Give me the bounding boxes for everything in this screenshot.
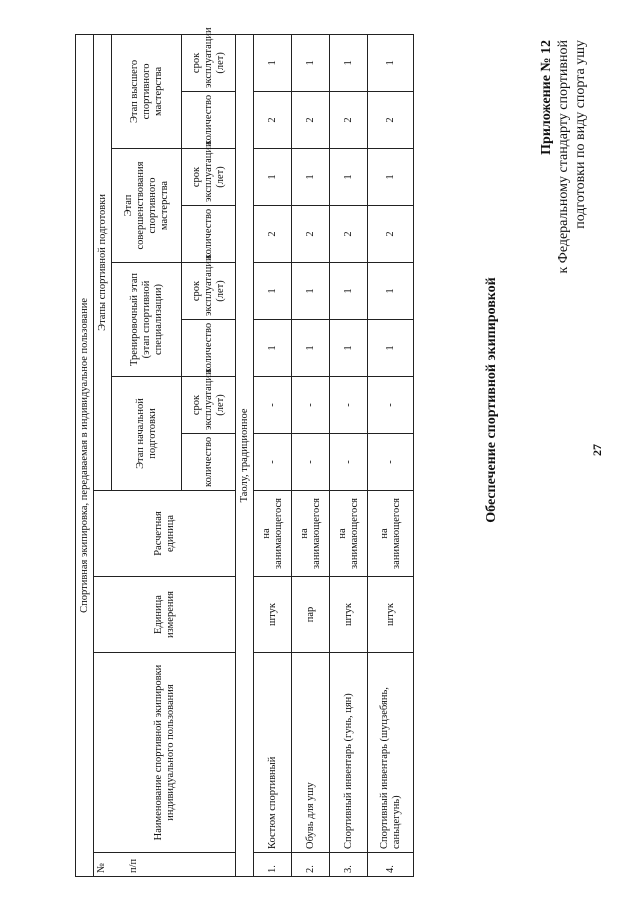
row-s2-term: 1 xyxy=(330,263,368,320)
row-s1-term: - xyxy=(292,377,330,434)
row-calc: на занимающегося xyxy=(368,491,414,577)
row-s1-term: - xyxy=(368,377,414,434)
col-num-header xyxy=(94,853,236,877)
row-s3-term: 1 xyxy=(254,149,292,206)
row-s3-qty: 2 xyxy=(368,206,414,263)
section-row: Таолу, традиционное xyxy=(236,34,254,876)
row-s3-qty: 2 xyxy=(254,206,292,263)
table-row xyxy=(330,34,368,876)
row-s2-term: 1 xyxy=(292,263,330,320)
sub-term: срок эксплуатации (лет) xyxy=(182,149,236,206)
col-num-sub: п/п xyxy=(128,858,139,873)
col-stages-header: Этапы спортивной подготовки xyxy=(94,34,112,490)
row-calc: на занимающегося xyxy=(254,491,292,577)
stage-3-header: Этап совершенствования спортивного мастерства xyxy=(112,149,182,263)
row-s4-term: 1 xyxy=(254,34,292,91)
table-row xyxy=(254,34,292,876)
row-name: Костюм спортивный xyxy=(254,653,292,853)
row-s3-term: 1 xyxy=(368,149,414,206)
row-s4-term: 1 xyxy=(292,34,330,91)
col-calc-header: Расчетная единица xyxy=(94,491,236,577)
table-row xyxy=(368,34,414,876)
sub-qty: количество xyxy=(182,434,236,491)
row-s3-qty: 2 xyxy=(330,206,368,263)
sub-term: срок эксплуатации (лет) xyxy=(182,34,236,91)
col-name-header: Наименование спортивной экипировки индивидуального пользования xyxy=(94,653,236,853)
col-num: № xyxy=(96,862,107,873)
row-name: Спортивный инвентарь (шуцзебянь, саньцегунь) xyxy=(368,653,414,853)
col-unit-header: Единица измерения xyxy=(94,577,236,653)
row-unit: штук xyxy=(330,577,368,653)
row-s1-qty: - xyxy=(254,434,292,491)
row-unit: штук xyxy=(254,577,292,653)
row-calc: на занимающегося xyxy=(330,491,368,577)
row-s2-term: 1 xyxy=(254,263,292,320)
row-s4-qty: 2 xyxy=(292,92,330,149)
sub-term: срок эксплуатации (лет) xyxy=(182,377,236,434)
row-s1-term: - xyxy=(330,377,368,434)
row-name: Спортивный инвентарь (гунь, цян) xyxy=(330,653,368,853)
row-s3-qty: 2 xyxy=(292,206,330,263)
appendix-line-3: подготовки по виду спорта ушу xyxy=(573,40,588,229)
stage-1-header: Этап начальной подготовки xyxy=(112,377,182,491)
appendix-line-2: к Федеральному стандарту спортивной xyxy=(556,40,571,274)
row-s4-term: 1 xyxy=(330,34,368,91)
document-title: Обеспечение спортивной экипировкой xyxy=(484,277,499,523)
row-unit: пар xyxy=(292,577,330,653)
table-row xyxy=(292,34,330,876)
row-num: 3. xyxy=(330,853,368,877)
sub-qty: количество xyxy=(182,92,236,149)
sub-term: срок эксплуатации (лет) xyxy=(182,263,236,320)
sub-qty: количество xyxy=(182,206,236,263)
row-num: 1. xyxy=(254,853,292,877)
row-s4-qty: 2 xyxy=(254,92,292,149)
row-s1-qty: - xyxy=(292,434,330,491)
row-calc: на занимающегося xyxy=(292,491,330,577)
page-number: 27 xyxy=(590,444,604,456)
appendix-header xyxy=(538,40,589,274)
appendix-title: Приложение № 12 xyxy=(539,40,554,155)
row-s4-qty: 2 xyxy=(330,92,368,149)
row-s2-qty: 1 xyxy=(368,320,414,377)
row-s2-qty: 1 xyxy=(292,320,330,377)
row-num: 2. xyxy=(292,853,330,877)
row-s4-qty: 2 xyxy=(368,92,414,149)
table-top-caption: Спортивная экипировка, передаваемая в индивидуальное пользование xyxy=(76,34,94,876)
row-s1-qty: - xyxy=(330,434,368,491)
stage-2-header: Тренировочный этап (этап спортивной специализации) xyxy=(112,263,182,377)
row-s2-qty: 1 xyxy=(330,320,368,377)
row-unit: штук xyxy=(368,577,414,653)
sub-qty: количество xyxy=(182,320,236,377)
row-s2-qty: 1 xyxy=(254,320,292,377)
row-s3-term: 1 xyxy=(292,149,330,206)
row-s3-term: 1 xyxy=(330,149,368,206)
equipment-table xyxy=(75,27,414,877)
row-s1-qty: - xyxy=(368,434,414,491)
row-name: Обувь для ушу xyxy=(292,653,330,853)
row-s2-term: 1 xyxy=(368,263,414,320)
row-num: 4. xyxy=(368,853,414,877)
row-s4-term: 1 xyxy=(368,34,414,91)
row-s1-term: - xyxy=(254,377,292,434)
stage-4-header: Этап высшего спортивного мастерства xyxy=(112,34,182,148)
